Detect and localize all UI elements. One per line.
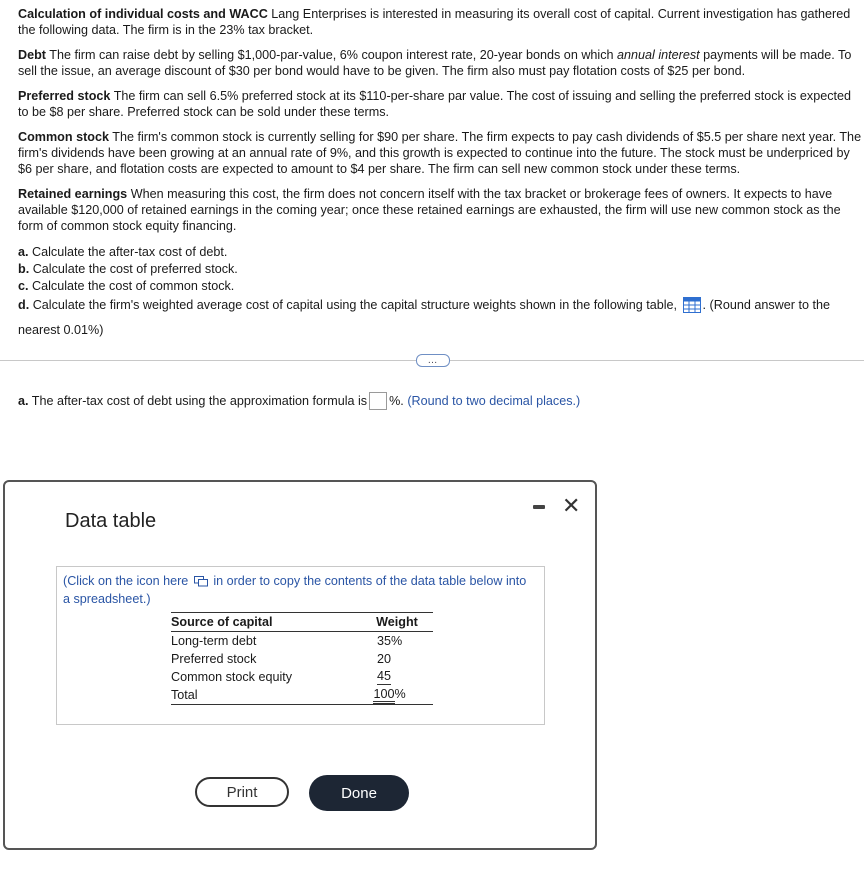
data-table-dialog — [3, 480, 597, 850]
preferred-text: The firm can sell 6.5% preferred stock at its $110-per-share par value. The cost of issuing and selling the preferred stock is expected to be $8 per share. Preferred stock can be sold under these terms. — [18, 89, 852, 119]
row-weight: 35 — [376, 634, 391, 648]
question-d-label: d. — [18, 298, 30, 312]
row-unit: % — [391, 634, 403, 648]
row-weight: 20 — [376, 652, 391, 666]
intro-title: Calculation of individual costs and WACC — [18, 7, 268, 21]
intro-paragraph — [18, 6, 863, 38]
answer-text-after: %. — [389, 394, 404, 408]
debt-text-italic: annual interest — [617, 48, 700, 62]
row-source: Preferred stock — [171, 652, 257, 666]
question-d-text-1: Calculate the firm's weighted average cost of capital using the capital structure weights shown in the following table, — [32, 298, 678, 312]
question-c — [18, 278, 863, 294]
question-d-text-2: . (Round answer to the nearest 0.01%) — [18, 298, 830, 337]
retained-paragraph — [18, 186, 863, 234]
debt-paragraph — [18, 47, 863, 79]
answer-text-before: The after-tax cost of debt using the approximation formula is — [31, 394, 368, 408]
header-source: Source of capital — [171, 613, 361, 632]
question-b-text: Calculate the cost of preferred stock. — [32, 262, 238, 276]
table-row — [171, 632, 433, 651]
data-table-grid-icon[interactable] — [683, 297, 701, 320]
minimize-icon[interactable] — [533, 504, 547, 510]
question-d — [18, 295, 863, 341]
header-weight: Weight — [361, 613, 433, 632]
answer-line — [18, 392, 580, 410]
debt-title: Debt — [18, 48, 46, 62]
data-table-panel — [56, 566, 545, 725]
question-c-text: Calculate the cost of common stock. — [32, 279, 235, 293]
done-button[interactable]: Done — [309, 775, 409, 811]
question-b-label: b. — [18, 262, 30, 276]
dialog-title: Data table — [65, 510, 157, 532]
question-c-label: c. — [18, 279, 29, 293]
capital-structure-table — [171, 612, 433, 705]
ellipsis-icon: … — [427, 354, 439, 366]
table-row — [171, 686, 433, 705]
close-icon[interactable]: ✕ — [562, 493, 581, 518]
copy-note — [63, 573, 533, 607]
question-a — [18, 244, 863, 260]
row-weight: 100 — [373, 687, 394, 704]
table-row — [171, 650, 433, 668]
table-row — [171, 668, 433, 686]
answer-input[interactable] — [369, 392, 387, 410]
answer-hint: (Round to two decimal places.) — [407, 394, 581, 408]
retained-title: Retained earnings — [18, 187, 128, 201]
common-title: Common stock — [18, 130, 109, 144]
debt-text-1: The firm can raise debt by selling $1,000-par-value, 6% coupon interest rate, 20-year bonds on which — [49, 48, 614, 62]
preferred-title: Preferred stock — [18, 89, 111, 103]
question-list — [18, 244, 863, 341]
common-paragraph — [18, 129, 863, 177]
debt-text-2: payments will be made. To sell the issue, an average discount of $30 per bond would have to be given. The firm also must pay flotation costs of $25 per bond. — [18, 48, 852, 78]
copy-note-text-1: (Click on the icon here — [63, 574, 189, 588]
preferred-paragraph — [18, 88, 863, 120]
table-header-row — [171, 613, 433, 632]
row-source: Total — [171, 686, 361, 705]
expand-ellipsis-button[interactable] — [416, 354, 450, 367]
row-source: Long-term debt — [171, 634, 257, 648]
print-button[interactable]: Print — [195, 777, 289, 807]
copy-icon[interactable] — [194, 575, 208, 591]
problem-content — [18, 6, 863, 342]
answer-label: a. — [18, 394, 29, 408]
question-b — [18, 261, 863, 277]
retained-text: When measuring this cost, the firm does not concern itself with the tax bracket or brokerage fees of owners. It expects to have available $120,000 of retained earnings in the coming year; once these retained earnings are exhausted, the firm will use new common stock as the form of common stock equity financing. — [18, 187, 841, 233]
common-text: The firm's common stock is currently selling for $90 per share. The firm expects to pay cash dividends of $5.5 per share next year. The firm's dividends have been growing at an annual rate of 9%, and this growth is expected to continue into the future. The stock must be underpriced by $6 per share, and flotation costs are expected to amount to $4 per share. The firm can sell new common stock under these terms. — [18, 130, 862, 176]
row-source: Common stock equity — [171, 670, 293, 684]
question-a-text: Calculate the after-tax cost of debt. — [32, 245, 228, 259]
row-unit: % — [394, 686, 406, 701]
row-weight: 45 — [376, 669, 391, 683]
intro-text: Lang Enterprises is interested in measuring its overall cost of capital. Current investigation has gathered the following data. The firm is in the 23% tax bracket. — [18, 7, 851, 37]
question-a-label: a. — [18, 245, 29, 259]
copy-note-text-2: in order to copy the contents of the data table below into a spreadsheet.) — [63, 574, 527, 606]
